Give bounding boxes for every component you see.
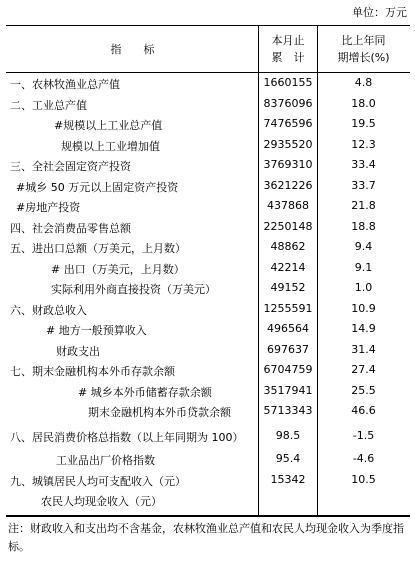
table-row: [6, 258, 410, 279]
table-row: [6, 299, 410, 320]
table-body: [6, 73, 410, 511]
table-row: [6, 176, 410, 197]
row-growth: -4.6: [352, 451, 375, 465]
table-row: [6, 217, 410, 238]
table-row: [6, 73, 410, 94]
row-value: 2250148: [263, 219, 313, 233]
row-growth: -1.5: [352, 428, 375, 442]
table-header: [6, 25, 410, 73]
row-label: 期末金融机构本外币贷款余额: [88, 406, 231, 419]
row-label: # 地方一般预算收入: [46, 324, 147, 337]
row-value: 2935520: [263, 137, 313, 151]
row-value: 42214: [270, 260, 306, 274]
row-growth: 27.4: [351, 363, 376, 376]
row-label: 八、居民消费价格总指数（以上年同期为 100）: [10, 430, 244, 444]
row-growth: 9.4: [354, 240, 373, 253]
row-growth: 33.4: [351, 158, 376, 171]
row-value: 5713343: [263, 404, 313, 417]
footnote: 注：财政收入和支出均不含基金，农林牧渔业总产值和农民人均现金收入为季度指标。: [8, 522, 404, 553]
header-value: [259, 26, 317, 73]
row-growth: 12.3: [351, 137, 376, 151]
table-row: [6, 340, 410, 361]
row-label: 七、期末金融机构本外币存款余额: [10, 365, 175, 378]
row-value: 15342: [270, 472, 306, 486]
row-value: 496564: [267, 322, 309, 335]
table-bottom-rule: [6, 515, 410, 517]
table-row: [6, 319, 410, 340]
table-row: [6, 114, 410, 135]
table-row: [6, 490, 410, 511]
row-value: 49152: [270, 281, 306, 294]
row-growth: 10.5: [351, 472, 376, 486]
table-row: [6, 237, 410, 258]
row-label: 实际利用外商直接投资（万美元）: [51, 283, 216, 296]
row-label: 工业品出厂价格指数: [56, 453, 155, 467]
row-label: # 出口（万美元，上月数）: [51, 262, 185, 276]
row-label: # 城乡本外币储蓄存款余额: [78, 385, 212, 399]
header-value-line1: 本月止: [271, 34, 305, 47]
table-row: [6, 401, 410, 422]
row-growth: 1.0: [354, 281, 373, 294]
row-value: 98.5: [275, 428, 301, 442]
row-growth: 10.9: [351, 301, 376, 315]
row-label: 财政支出: [56, 344, 100, 358]
header-indicator: [6, 26, 259, 73]
row-label: 一、农林牧渔业总产值: [10, 78, 120, 91]
row-value: 1660155: [263, 76, 313, 89]
row-value: 3517941: [263, 383, 313, 397]
row-label: 二、工业总产值: [10, 98, 87, 112]
row-growth: 21.8: [351, 199, 376, 212]
unit-label: 单位：万元: [352, 6, 407, 19]
row-label: 六、财政总收入: [10, 303, 87, 317]
header-value-line2: 累 计: [271, 51, 305, 64]
row-growth: 33.7: [351, 178, 376, 192]
table-row: [6, 278, 410, 299]
row-label: #规模以上工业总产值: [54, 119, 163, 132]
row-value: 437868: [267, 199, 309, 212]
table-row: [6, 446, 410, 470]
table-row: [6, 470, 410, 491]
row-growth: 19.5: [351, 117, 376, 130]
column-divider: [258, 73, 259, 515]
row-value: 7476596: [263, 117, 313, 130]
row-label: #房地产投资: [16, 201, 81, 214]
table-row: [6, 381, 410, 402]
column-divider: [317, 73, 318, 515]
header-divider: [258, 25, 259, 73]
table-row: [6, 196, 410, 217]
row-label: 农民人均现金收入（元）: [41, 495, 162, 508]
table-row: [6, 422, 410, 446]
table-row: [6, 135, 410, 156]
header-growth-line1: 比上年同: [341, 34, 386, 47]
row-label: 五、进出口总额（万美元，上月数）: [10, 242, 186, 255]
row-label: 九、城镇居民人均可支配收入（元）: [10, 474, 186, 488]
row-value: 1255591: [263, 301, 313, 315]
row-growth: 31.4: [351, 342, 376, 356]
row-value: 3621226: [263, 178, 313, 192]
header-growth-line2: 期增长(%): [337, 51, 390, 64]
row-label: 规模以上工业增加值: [61, 139, 160, 153]
row-label: 四、社会消费品零售总额: [10, 221, 131, 235]
row-growth: 46.6: [351, 404, 376, 417]
header-divider: [317, 25, 318, 73]
table-row: [6, 155, 410, 176]
row-growth: 14.9: [351, 322, 376, 335]
header-indicator-label: 指 标: [110, 42, 155, 56]
row-value: 6704759: [263, 363, 313, 376]
row-label: 三、全社会固定资产投资: [10, 160, 131, 173]
table-row: [6, 360, 410, 381]
row-value: 697637: [267, 342, 309, 356]
row-growth: 18.8: [351, 219, 376, 233]
row-value: 48862: [270, 240, 306, 253]
table-row: [6, 94, 410, 115]
row-value: 3769310: [263, 158, 313, 171]
header-growth: [317, 26, 410, 73]
row-growth: 25.5: [351, 383, 376, 397]
row-growth: 18.0: [351, 96, 376, 110]
row-label: #城乡 50 万元以上固定资产投资: [16, 180, 179, 194]
row-growth: 9.1: [354, 260, 373, 274]
row-value: 95.4: [275, 451, 301, 465]
row-growth: 4.8: [354, 76, 373, 89]
row-value: 8376096: [263, 96, 313, 110]
